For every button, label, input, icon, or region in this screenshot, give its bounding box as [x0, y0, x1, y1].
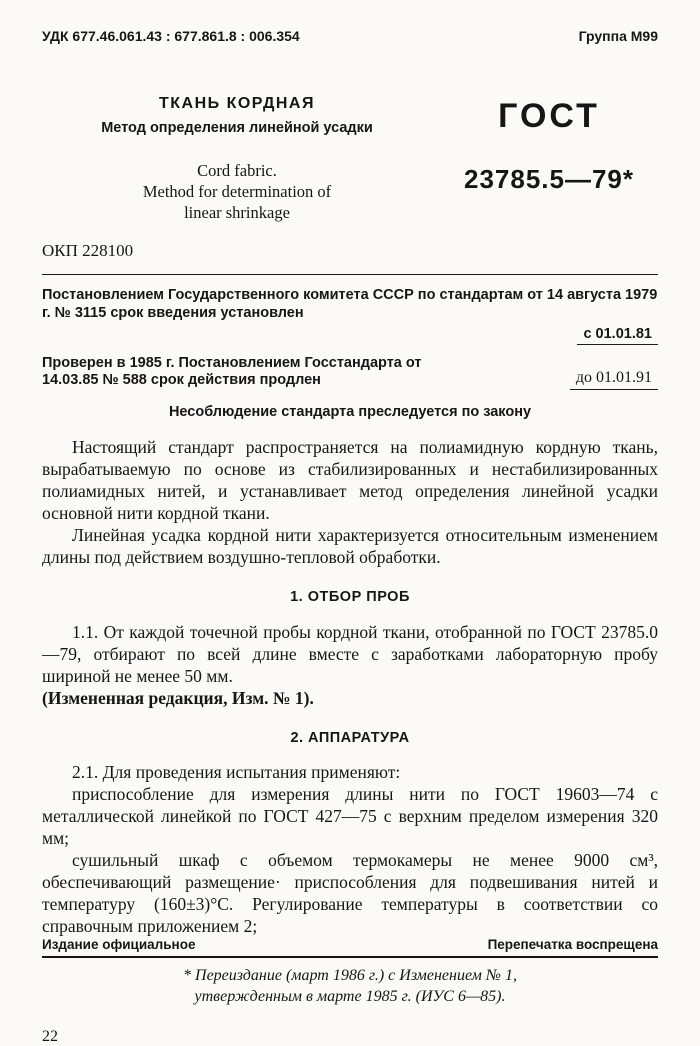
section-1-heading: 1. ОТБОР ПРОБ: [290, 589, 410, 606]
horizontal-rule: [42, 274, 658, 275]
decree-1-date: с 01.01.81: [577, 326, 658, 345]
decree-2-text: Проверен в 1985 г. Постановлением Госстандарта от 14.03.85 № 588 срок действия продлен: [42, 354, 422, 389]
section-2-paragraph-2: приспособление для измерения длины нити по ГОСТ 19603—74 с металлической линейкой по ГОСТ 427—75 с верхним пределом измерения 320 мм;: [42, 784, 658, 849]
title-en-line1: Cord fabric.: [197, 161, 277, 180]
gost-label: ГОСТ: [498, 97, 600, 135]
footer-row: [42, 937, 658, 952]
intro-paragraph-2: Линейная усадка кордной нити характеризуется относительным изменением длины под действием воздушно-тепловой обработки.: [42, 525, 658, 568]
title-ru-main: ТКАНЬ КОРДНАЯ: [159, 95, 315, 112]
document-body: [42, 436, 658, 937]
udk-number: УДК 677.46.061.43 : 677.861.8 : 006.354: [42, 28, 300, 44]
reprint-forbidden-label: Перепечатка воспрещена: [487, 937, 658, 953]
gost-number: 23785.5—79*: [463, 164, 635, 194]
footnote-line-1: * Переиздание (март 1986 г.) с Изменением № 1,: [183, 967, 517, 985]
title-en-line3: linear shrinkage: [184, 203, 290, 223]
official-edition-label: Издание официальное: [42, 937, 196, 953]
page-number: 22: [42, 1028, 58, 1046]
title-english: [42, 160, 432, 223]
title-ru-sub: Метод определения линейной усадки: [101, 120, 373, 136]
reissue-footnote: [42, 966, 658, 1008]
title-left-column: [42, 95, 440, 223]
footer-divider-line: [42, 956, 658, 958]
decree-2-date-row: [570, 369, 658, 390]
footnote-line-2: утвержденным в марте 1985 г. (ИУС 6—85).: [194, 988, 506, 1006]
law-notice: Несоблюдение стандарта преследуется по закону: [168, 404, 532, 421]
title-en-line2: Method for determination of: [142, 182, 332, 202]
section-1-amendment-note: (Измененная редакция, Изм. № 1).: [42, 687, 314, 708]
decree-1-text: Постановлением Государственного комитета СССР по стандартам от 14 августа 1979 г. № 3115 срок введения установлен: [42, 287, 658, 322]
section-2-heading: 2. АППАРАТУРА: [290, 729, 410, 746]
section-1-paragraph: 1.1. От каждой точечной пробы кордной ткани, отобранной по ГОСТ 23785.0—79, отбирают по всей длине вместе с заработками лабораторную пробу шириной не менее 50 мм.: [42, 621, 658, 686]
section-2-paragraph-1: 2.1. Для проведения испытания применяют:: [72, 762, 401, 783]
decree-1-date-row: [42, 326, 658, 345]
intro-paragraph-1: Настоящий стандарт распространяется на полиамидную кордную ткань, вырабатываемую по основе из стабилизированных и нестабилизированных полиамидных нитей, и устанавливает метод определения линейной усадки основной нити кордной ткани.: [42, 437, 658, 524]
footer-area: [42, 937, 658, 1046]
decree-2-block: [42, 355, 658, 390]
top-reference-line: [42, 28, 658, 44]
section-2-paragraph-3: сушильный шкаф с объемом термокамеры не менее 9000 см³, обеспечивающий размещение· приспособления для подвешивания нитей и температуру (160±3)°С. Регулирование температуры в соответствии со справочным приложением 2;: [42, 850, 658, 937]
okp-code: ОКП 228100: [42, 241, 134, 261]
group-label: Группа М99: [578, 28, 658, 44]
decree-2-date: до 01.01.91: [570, 369, 658, 390]
gost-designation-block: [440, 95, 658, 223]
title-block: [42, 95, 658, 223]
